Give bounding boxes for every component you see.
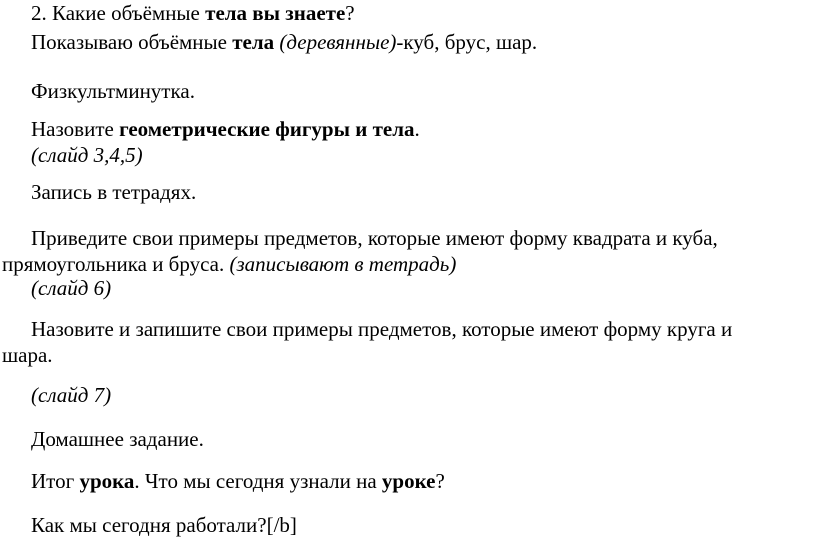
bold-text: урока	[79, 469, 135, 493]
homework-line	[31, 429, 204, 450]
bold-text: тела	[232, 30, 275, 54]
text-run: Назовите	[31, 117, 120, 141]
text-run: Назовите и запишите свои примеры предметов, которые имеют форму круга и	[31, 317, 733, 341]
bold-text: тела вы знаете	[205, 1, 346, 25]
circle-paragraph-line-2	[2, 345, 53, 366]
bold-text: геометрические фигуры и тела	[119, 117, 415, 141]
circle-paragraph-line-1	[31, 319, 732, 340]
text-run: ?	[435, 469, 445, 493]
slide-reference	[31, 145, 143, 166]
text-run: Запись в тетрадях.	[31, 180, 197, 204]
notebook-line	[31, 182, 196, 203]
text-run: . Что мы сегодня узнали на	[134, 469, 382, 493]
italic-text: (слайд 6)	[31, 276, 112, 300]
text-run: шара.	[2, 343, 53, 367]
exercise-break-line	[31, 81, 195, 102]
text-run: Как мы сегодня работали?[/b]	[31, 513, 297, 537]
italic-text: (слайд 7)	[31, 383, 112, 407]
italic-text: (записывают в тетрадь)	[229, 252, 457, 276]
lesson-summary-line	[31, 471, 445, 492]
text-run: Показываю объёмные	[31, 30, 233, 54]
slide-reference	[31, 278, 111, 299]
bold-text: уроке	[381, 469, 436, 493]
slide-reference	[31, 385, 111, 406]
text-run: .	[414, 117, 420, 141]
question-line	[31, 3, 355, 24]
examples-paragraph-line-2	[2, 254, 456, 275]
name-figures-line	[31, 119, 420, 140]
text-run: 2. Какие объёмные	[31, 1, 206, 25]
closing-question-line	[31, 515, 297, 536]
text-run: Приведите свои примеры предметов, которые имеют форму квадрата и куба,	[31, 226, 718, 250]
examples-paragraph-line-1	[31, 228, 718, 249]
text-run: Итог	[31, 469, 80, 493]
text-run: ?	[345, 1, 355, 25]
demonstration-line	[31, 32, 537, 53]
italic-text: (слайд 3,4,5)	[31, 143, 143, 167]
text-run: Физкультминутка.	[31, 79, 195, 103]
italic-text: (деревянные)	[279, 30, 397, 54]
text-run: прямоугольника и бруса.	[2, 252, 230, 276]
text-run: Домашнее задание.	[31, 427, 204, 451]
text-run: -куб, брус, шар.	[396, 30, 538, 54]
